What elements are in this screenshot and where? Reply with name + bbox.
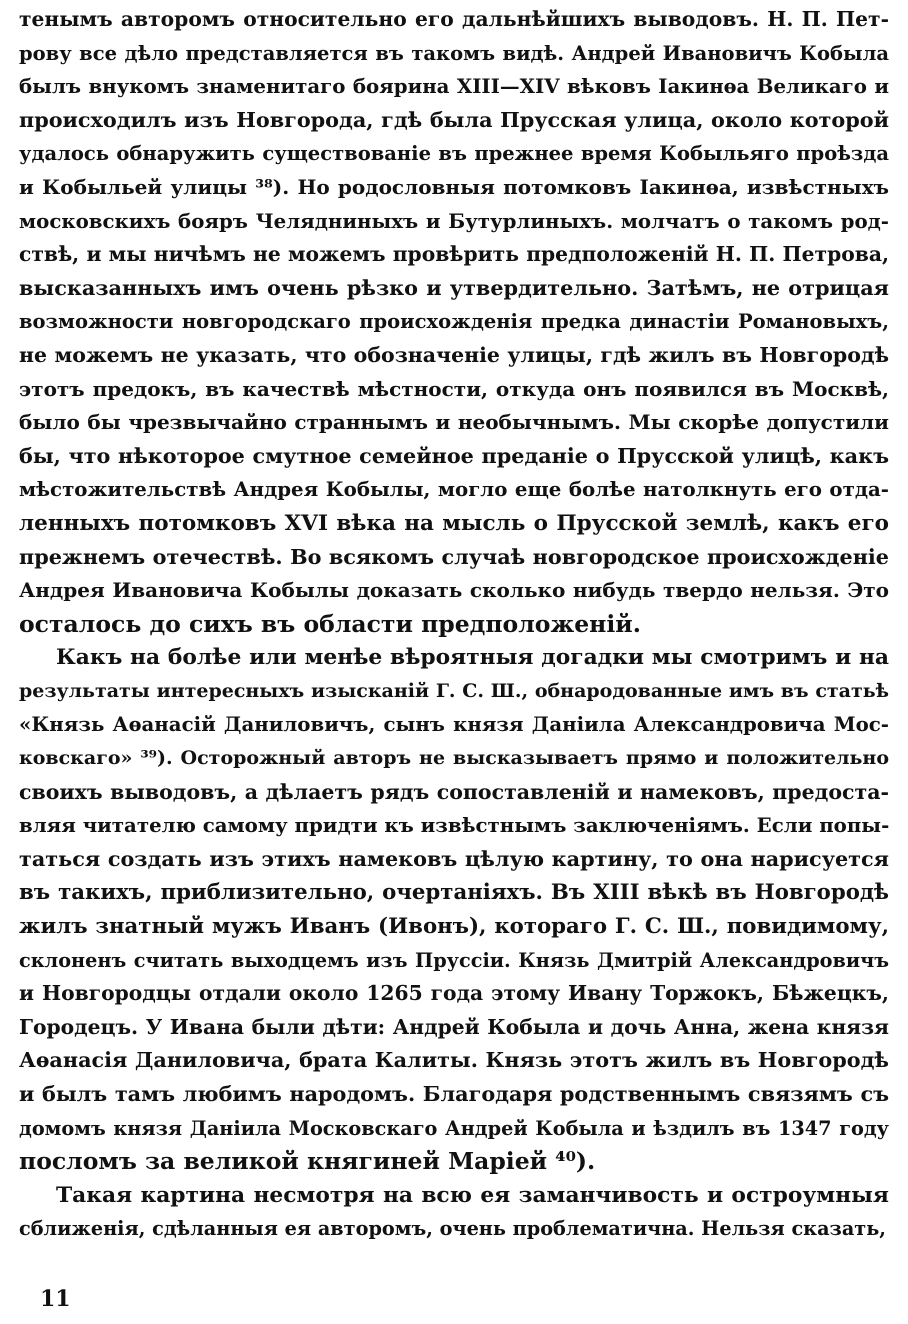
text-line: жилъ знатный мужъ Иванъ (Ивонъ), котораго Г. С. Ш., повидимому, — [19, 914, 889, 940]
text-line: въ такихъ, приблизительно, очертаніяхъ. Въ XIII вѣкѣ въ Новгородѣ — [19, 880, 889, 906]
text-line: Аѳанасія Даниловича, брата Калиты. Князь этотъ жилъ въ Новгородѣ — [19, 1048, 889, 1073]
paragraph — [19, 641, 889, 1179]
paragraph — [19, 3, 889, 641]
text-line: посломъ за великой княгиней Маріей ⁴⁰). — [19, 1147, 596, 1176]
text-line: ковскаго» ³⁹). Осторожный авторъ не высказываетъ прямо и положительно — [19, 747, 889, 770]
text-line: склоненъ считать выходцемъ изъ Пруссіи. Князь Дмитрій Александровичъ — [19, 948, 889, 972]
text-line: московскихъ бояръ Челядниныхъ и Бутурлиныхъ. молчатъ о такомъ род- — [19, 208, 889, 233]
text-line: мѣстожительствѣ Андрея Кобылы, могло еще болѣе натолкнуть его отда- — [19, 477, 889, 502]
text-line: результаты интересныхъ изысканій Г. С. Ш., обнародованные имъ въ статьѣ — [19, 679, 889, 702]
page-number: 11 — [40, 1286, 71, 1312]
body-text — [19, 3, 889, 1246]
text-line: таться создать изъ этихъ намековъ цѣлую картину, то она нарисуется — [19, 846, 889, 871]
text-line: «Князь Аѳанасій Даниловичъ, сынъ князя Даніила Александровича Мос- — [19, 712, 889, 737]
text-line: Какъ на болѣе или менѣе вѣроятныя догадки мы смотримъ и на — [56, 645, 889, 671]
text-line: осталось до сихъ въ области предположеній. — [19, 609, 641, 638]
text-line: вляя читателю самому придти къ извѣстнымъ заключеніямъ. Если попы- — [19, 813, 890, 838]
text-line: бы, что нѣкоторое смутное семейное преданіе о Прусской улицѣ, какъ — [19, 443, 889, 468]
text-line: сближенія, сдѣланныя ея авторомъ, очень проблематична. Нельзя сказать, — [19, 1217, 887, 1241]
text-line: ленныхъ потомковъ XVI вѣка на мысль о Прусской землѣ, какъ его — [19, 510, 889, 536]
text-line: Городецъ. У Ивана были дѣти: Андрей Кобыла и дочь Анна, жена князя — [19, 1014, 889, 1039]
paragraph — [19, 1179, 889, 1246]
text-line: не можемъ не указать, что обозначеніе улицы, гдѣ жилъ въ Новгородѣ — [19, 342, 889, 367]
text-line: высказанныхъ имъ очень рѣзко и утвердительно. Затѣмъ, не отрицая — [19, 275, 889, 300]
text-line: было бы чрезвычайно страннымъ и необычнымъ. Мы скорѣе допустили — [19, 410, 889, 435]
text-line: Такая картина несмотря на всю ея заманчивость и остроумныя — [56, 1182, 889, 1208]
text-line: возможности новгородскаго происхожденія предка династіи Романовыхъ, — [19, 310, 889, 334]
text-line: былъ внукомъ знаменитаго боярина XIII—XIV вѣковъ Іакинѳа Великаго и — [19, 74, 889, 99]
text-line: и Кобыльей улицы ³⁸). Но родословныя потомковъ Іакинѳа, извѣстныхъ — [19, 174, 889, 199]
text-line: рову все дѣло представляется въ такомъ видѣ. Андрей Ивановичъ Кобыла — [19, 41, 889, 65]
text-line: домомъ князя Даніила Московскаго Андрей Кобыла и ѣздилъ въ 1347 году — [19, 1116, 889, 1140]
text-line: ствѣ, и мы ничѣмъ не можемъ провѣрить предположеній Н. П. Петрова, — [19, 242, 889, 267]
text-line: и Новгородцы отдали около 1265 года этому Ивану Торжокъ, Бѣжецкъ, — [19, 981, 889, 1006]
text-line: тенымъ авторомъ относительно его дальнѣйшихъ выводовъ. Н. П. Пет- — [19, 7, 889, 31]
text-line: своихъ выводовъ, а дѣлаетъ рядъ сопоставленій и намековъ, предоста- — [19, 779, 889, 804]
text-line: и былъ тамъ любимъ народомъ. Благодаря родственнымъ связямъ съ — [19, 1082, 889, 1106]
text-line: этотъ предокъ, въ качествѣ мѣстности, откуда онъ появился въ Москвѣ, — [19, 376, 889, 401]
text-line: удалось обнаружить существованіе въ прежнее время Кобыльяго проѣзда — [19, 142, 889, 166]
text-line: происходилъ изъ Новгорода, гдѣ была Прусская улица, около которой — [19, 107, 889, 132]
text-line: Андрея Ивановича Кобылы доказать сколько нибудь твердо нельзя. Это — [19, 578, 889, 603]
text-line: прежнемъ отечествѣ. Во всякомъ случаѣ новгородское происхожденіе — [19, 544, 889, 569]
